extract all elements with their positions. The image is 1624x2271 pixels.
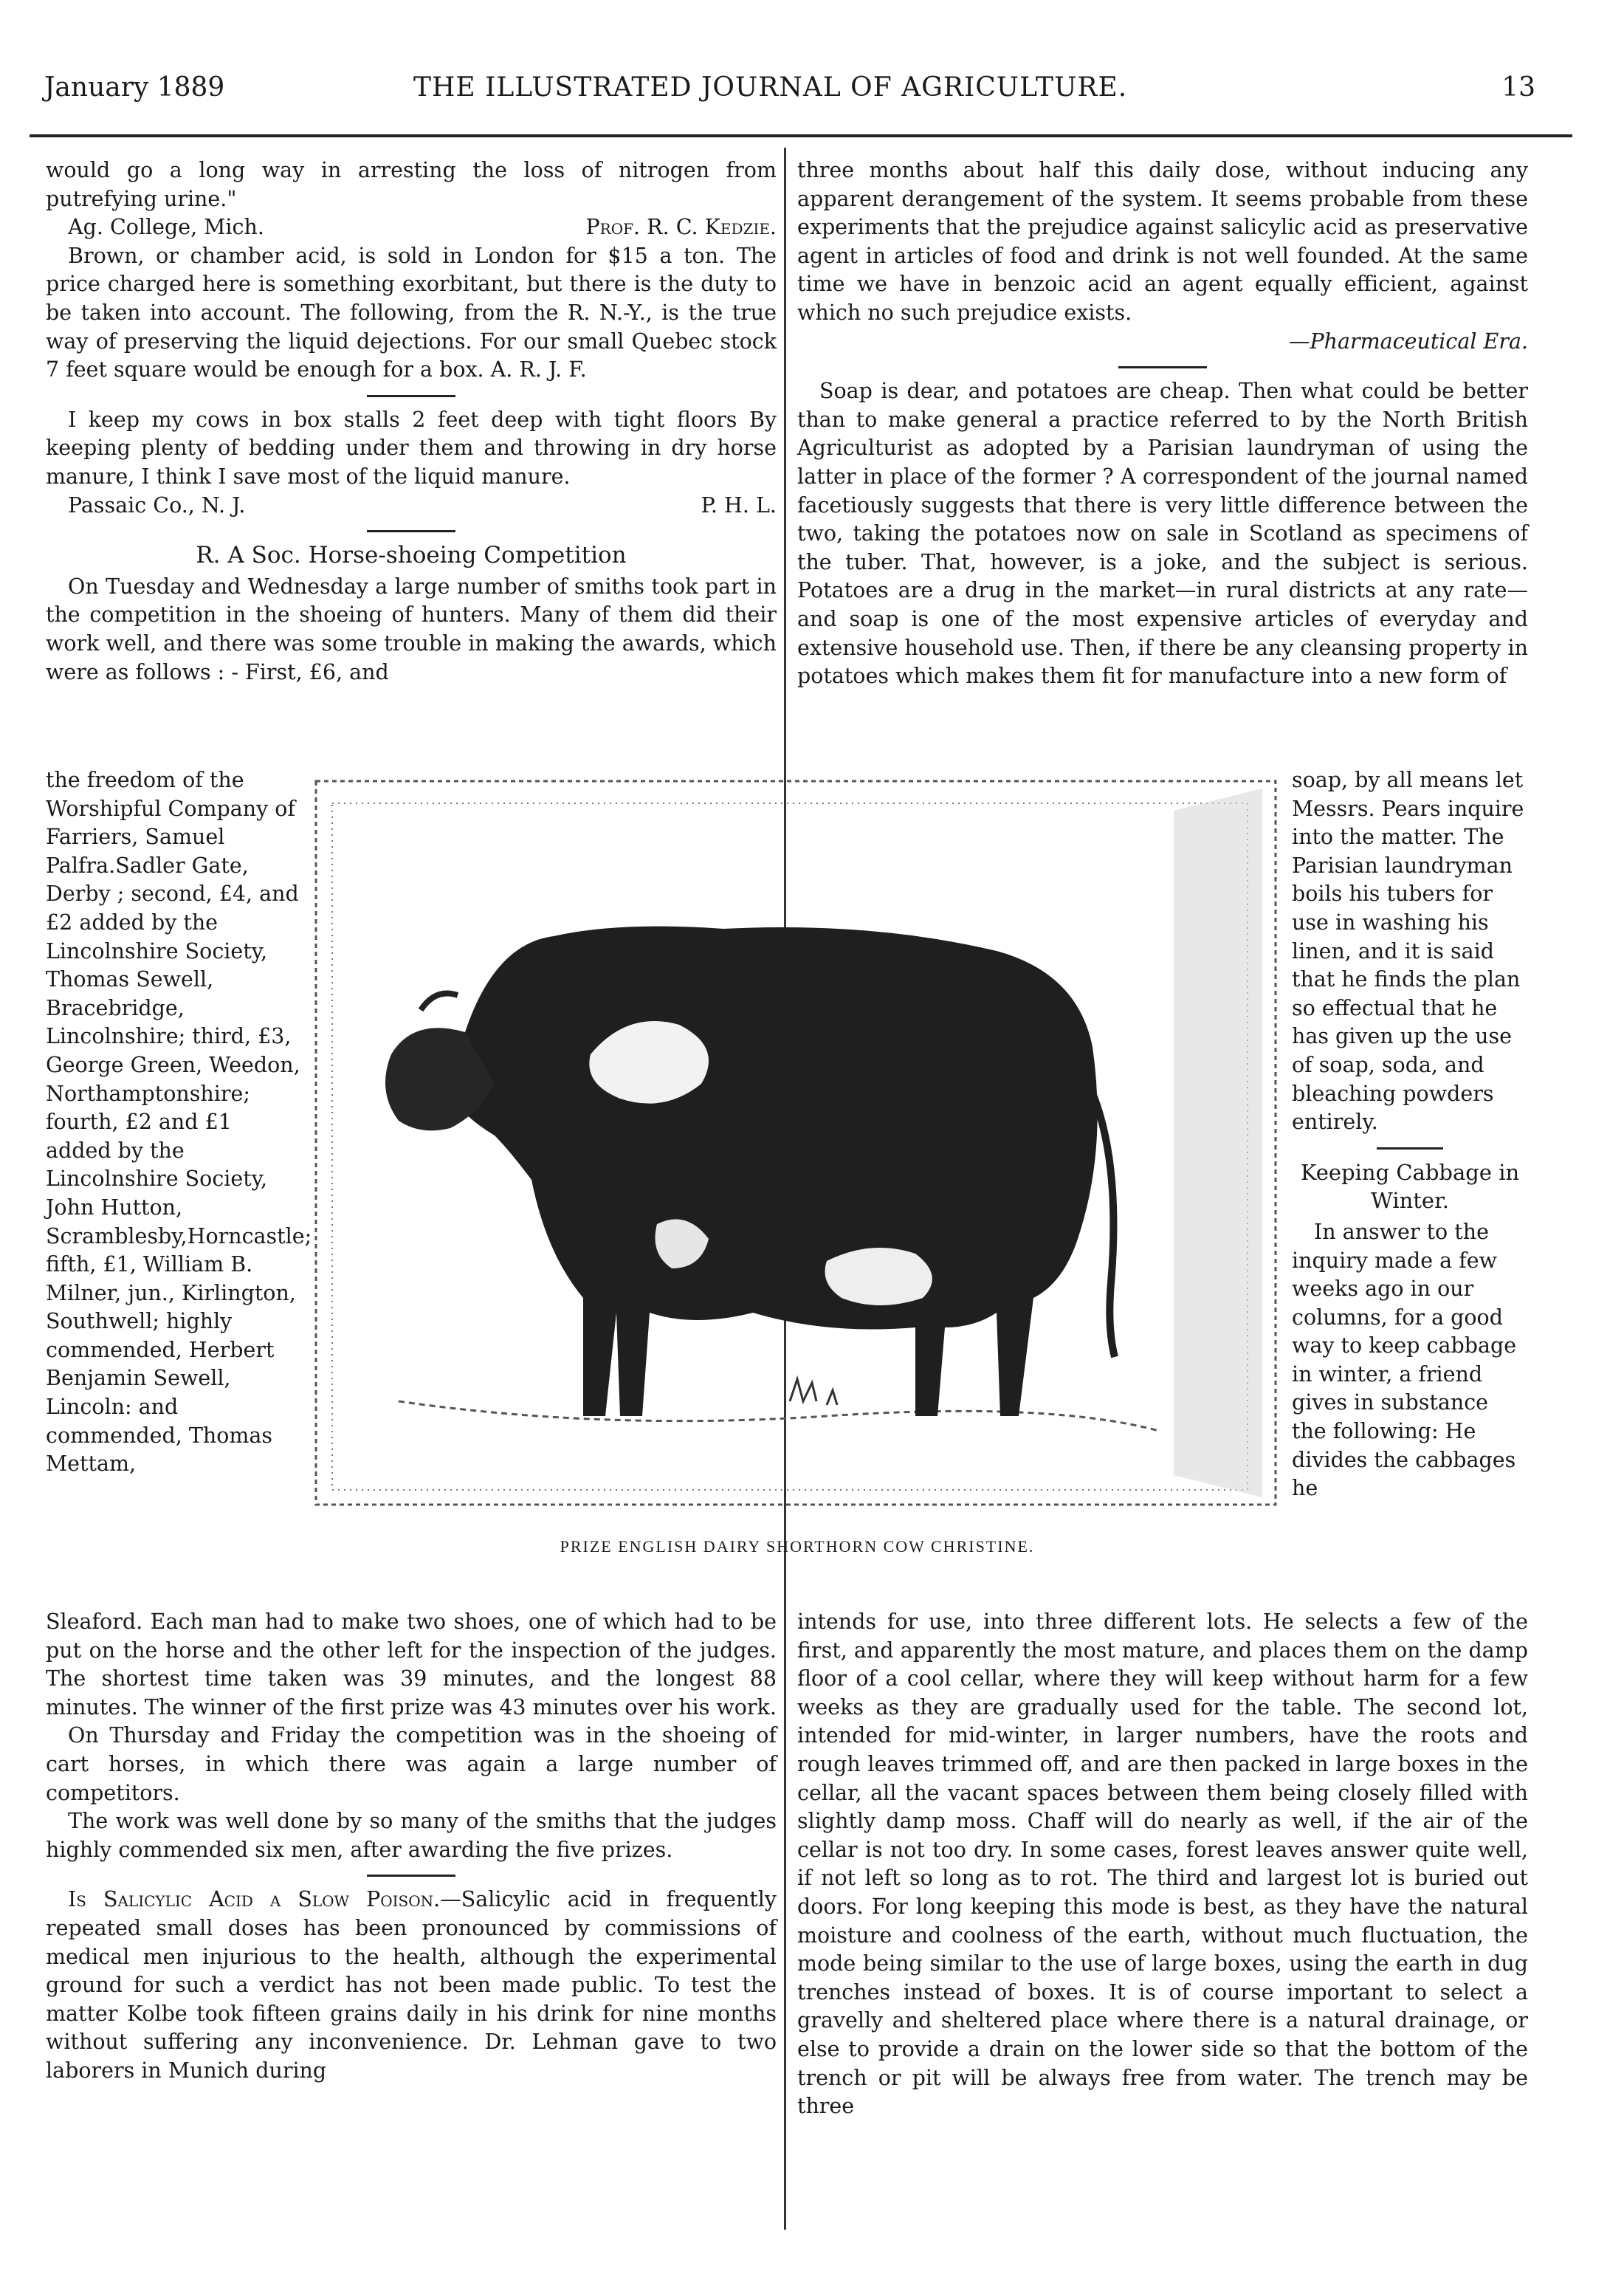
paragraph: On Thursday and Friday the competition was in the shoeing of cart horses, in which there was again a large number of competitors. (46, 1723, 777, 1805)
article-body: —Salicylic acid in frequently repeated small doses has been pronounced by commissions of medical men injurious to the health, although the experimental ground for such a verdict has not been made public. To test the matter Kolbe took fifteen grains daily in his drink for nine months without suffering any inconvenience. Dr. Lehman gave to two laborers in Munich during (46, 1887, 777, 2083)
signature (46, 492, 777, 520)
header-rule (30, 134, 1572, 137)
cow-illustration (310, 766, 1284, 1527)
paragraph: I keep my cows in box stalls 2 feet deep with tight floors By keeping plenty of bedding under them and throwing in dry horse manure, I think I save most of the liquid manure. (46, 407, 777, 489)
paragraph: The work was well done by so many of the smiths that the judges highly commended six men, after awarding the five prizes. (46, 1809, 777, 1862)
signature-place: Passaic Co., N. J. (68, 492, 246, 518)
section-rule (367, 1875, 455, 1877)
right-column-top (797, 157, 1528, 691)
paragraph: Sleaford. Each man had to make two shoes, one of which had to be put on the horse and the other left for the inspection of the judges. The shortest time taken was 39 minutes, and the longest 88 minutes. The winner of the first prize was 43 minutes over his work. (46, 1609, 777, 1719)
paragraph: Soap is dear, and potatoes are cheap. Then what could be better than to make general a practice referred to by the North British Agriculturist as adopted by a Parisian laundryman of using the latter in place of the former ? A correspondent of the journal named facetiously suggests that there is very little difference between the two, taking the potatoes now on sale in Scotland as specimens of the tuber. That, however, is a joke, and the subject is serious. Potatoes are a drug in the market—in rural districts at any rate—and soap is one of the most expensive articles of everyday and extensive household use. Then, if there be any cleansing property in potatoes which makes them fit for manufacture into a new form of (797, 379, 1528, 689)
left-narrow-column (46, 766, 312, 1479)
page-header (30, 65, 1535, 117)
right-narrow-column (1292, 766, 1528, 1503)
section-rule (367, 395, 455, 397)
left-column-top (46, 157, 777, 687)
page-number: 13 (1501, 72, 1535, 103)
paragraph: On Tuesday and Wednesday a large number of smiths took part in the competition in the shoeing of hunters. Many of them did their work well, and there was some trouble in making the awards, which were as follows : - First, £6, and (46, 574, 777, 684)
signature-name: P. H. L. (701, 492, 777, 518)
paragraph: In answer to the inquiry made a few weeks ago in our columns, for a good way to keep cabbage in winter, a friend gives in substance the following: He divides the cabbages he (1292, 1219, 1517, 1501)
section-heading: Keeping Cabbage in Winter. (1300, 1159, 1520, 1214)
paragraph: Brown, or chamber acid, is sold in London for $15 a ton. The price charged here is something exorbitant, but there is the duty to be taken into account. The following, from the R. N.-Y., is the true way of preserving the liquid dejections. For our small Quebec stock 7 feet square would be enough for a box. A. R. J. F. (46, 243, 777, 382)
paragraph: would go a long way in arresting the loss of nitrogen from putrefying urine." (46, 158, 777, 211)
paragraph: the freedom of the Worshipful Company of Farriers, Samuel Palfra.Sadler Gate, Derby ; second, £4, and £2 added by the Lincolnshire Society, Thomas Sewell, Bracebridge, Lincolnshire; third, £3, George Green, Weedon, Northamptonshire; fourth, £2 and £1 added by the Lincolnshire Society, John Hutton, Scramblesby,Horncastle; fifth, £1, William B. Milner, jun., Kirlington, Southwell; highly commended, Herbert Benjamin Sewell, Lincoln: and commended, Thomas Mettam, (46, 768, 312, 1477)
issue-date: January 1889 (44, 72, 225, 103)
source-credit: —Pharmaceutical Era. (1288, 329, 1528, 354)
signature (46, 213, 777, 242)
section-heading: R. A Soc. Horse-shoeing Competition (196, 542, 627, 569)
section-rule (367, 530, 455, 532)
cow-engraving (310, 766, 1284, 1527)
section-rule (1118, 366, 1207, 368)
article-lead: Is Salicylic Acid a Slow Poison. (68, 1887, 441, 1912)
right-column-bottom (797, 1608, 1528, 2121)
paragraph (46, 1886, 777, 2085)
paragraph: three months about half this daily dose, without inducing any apparent derangement of the system. It seems probable from these experiments that the prejudice against salicylic acid as preservative agent in articles of food and drink is not well founded. At the same time we have in benzoic acid an agent equally efficient, against which no such prejudice exists. (797, 158, 1528, 325)
journal-title: THE ILLUSTRATED JOURNAL OF AGRICULTURE. (413, 72, 1128, 103)
signature-name: Prof. R. C. Kedzie. (585, 215, 777, 240)
section-rule (1377, 1147, 1443, 1150)
signature-place: Ag. College, Mich. (68, 215, 264, 240)
left-column-bottom (46, 1608, 777, 2086)
paragraph: soap, by all means let Messrs. Pears inquire into the matter. The Parisian laundryman boils his tubers for use in washing his linen, and it is said that he finds the plan so effectual that he has given up the use of soap, soda, and bleaching powders entirely. (1292, 768, 1524, 1135)
paragraph: intends for use, into three different lots. He selects a few of the first, and apparently the most mature, and places them on the damp floor of a cool cellar, where they will keep without harm for a few weeks as they are gradually used for the table. The second lot, intended for mid-winter, in larger numbers, have the roots and rough leaves trimmed off, and are then packed in large boxes in the cellar, all the vacant spaces between them being closely filled with slightly damp moss. Chaff will do nearly as well, if the air of the cellar is not too dry. In some cases, forest leaves answer quite well, if not left so long as to rot. The third and largest lot is buried out doors. For long keeping this mode is best, as they have the natural moisture and coolness of the earth, without much fluctuation, the mode being similar to the use of large boxes, using the earth in dug trenches instead of boxes. It is of course important to select a gravelly and sheltered place where there is a natural drainage, or else to provide a drain on the lower side so that the bottom of the trench or pit will be always free from water. The trench may be three (797, 1609, 1528, 2119)
figure-caption: PRIZE ENGLISH DAIRY SHORTHORN COW CHRISTINE. (560, 1537, 1035, 1556)
